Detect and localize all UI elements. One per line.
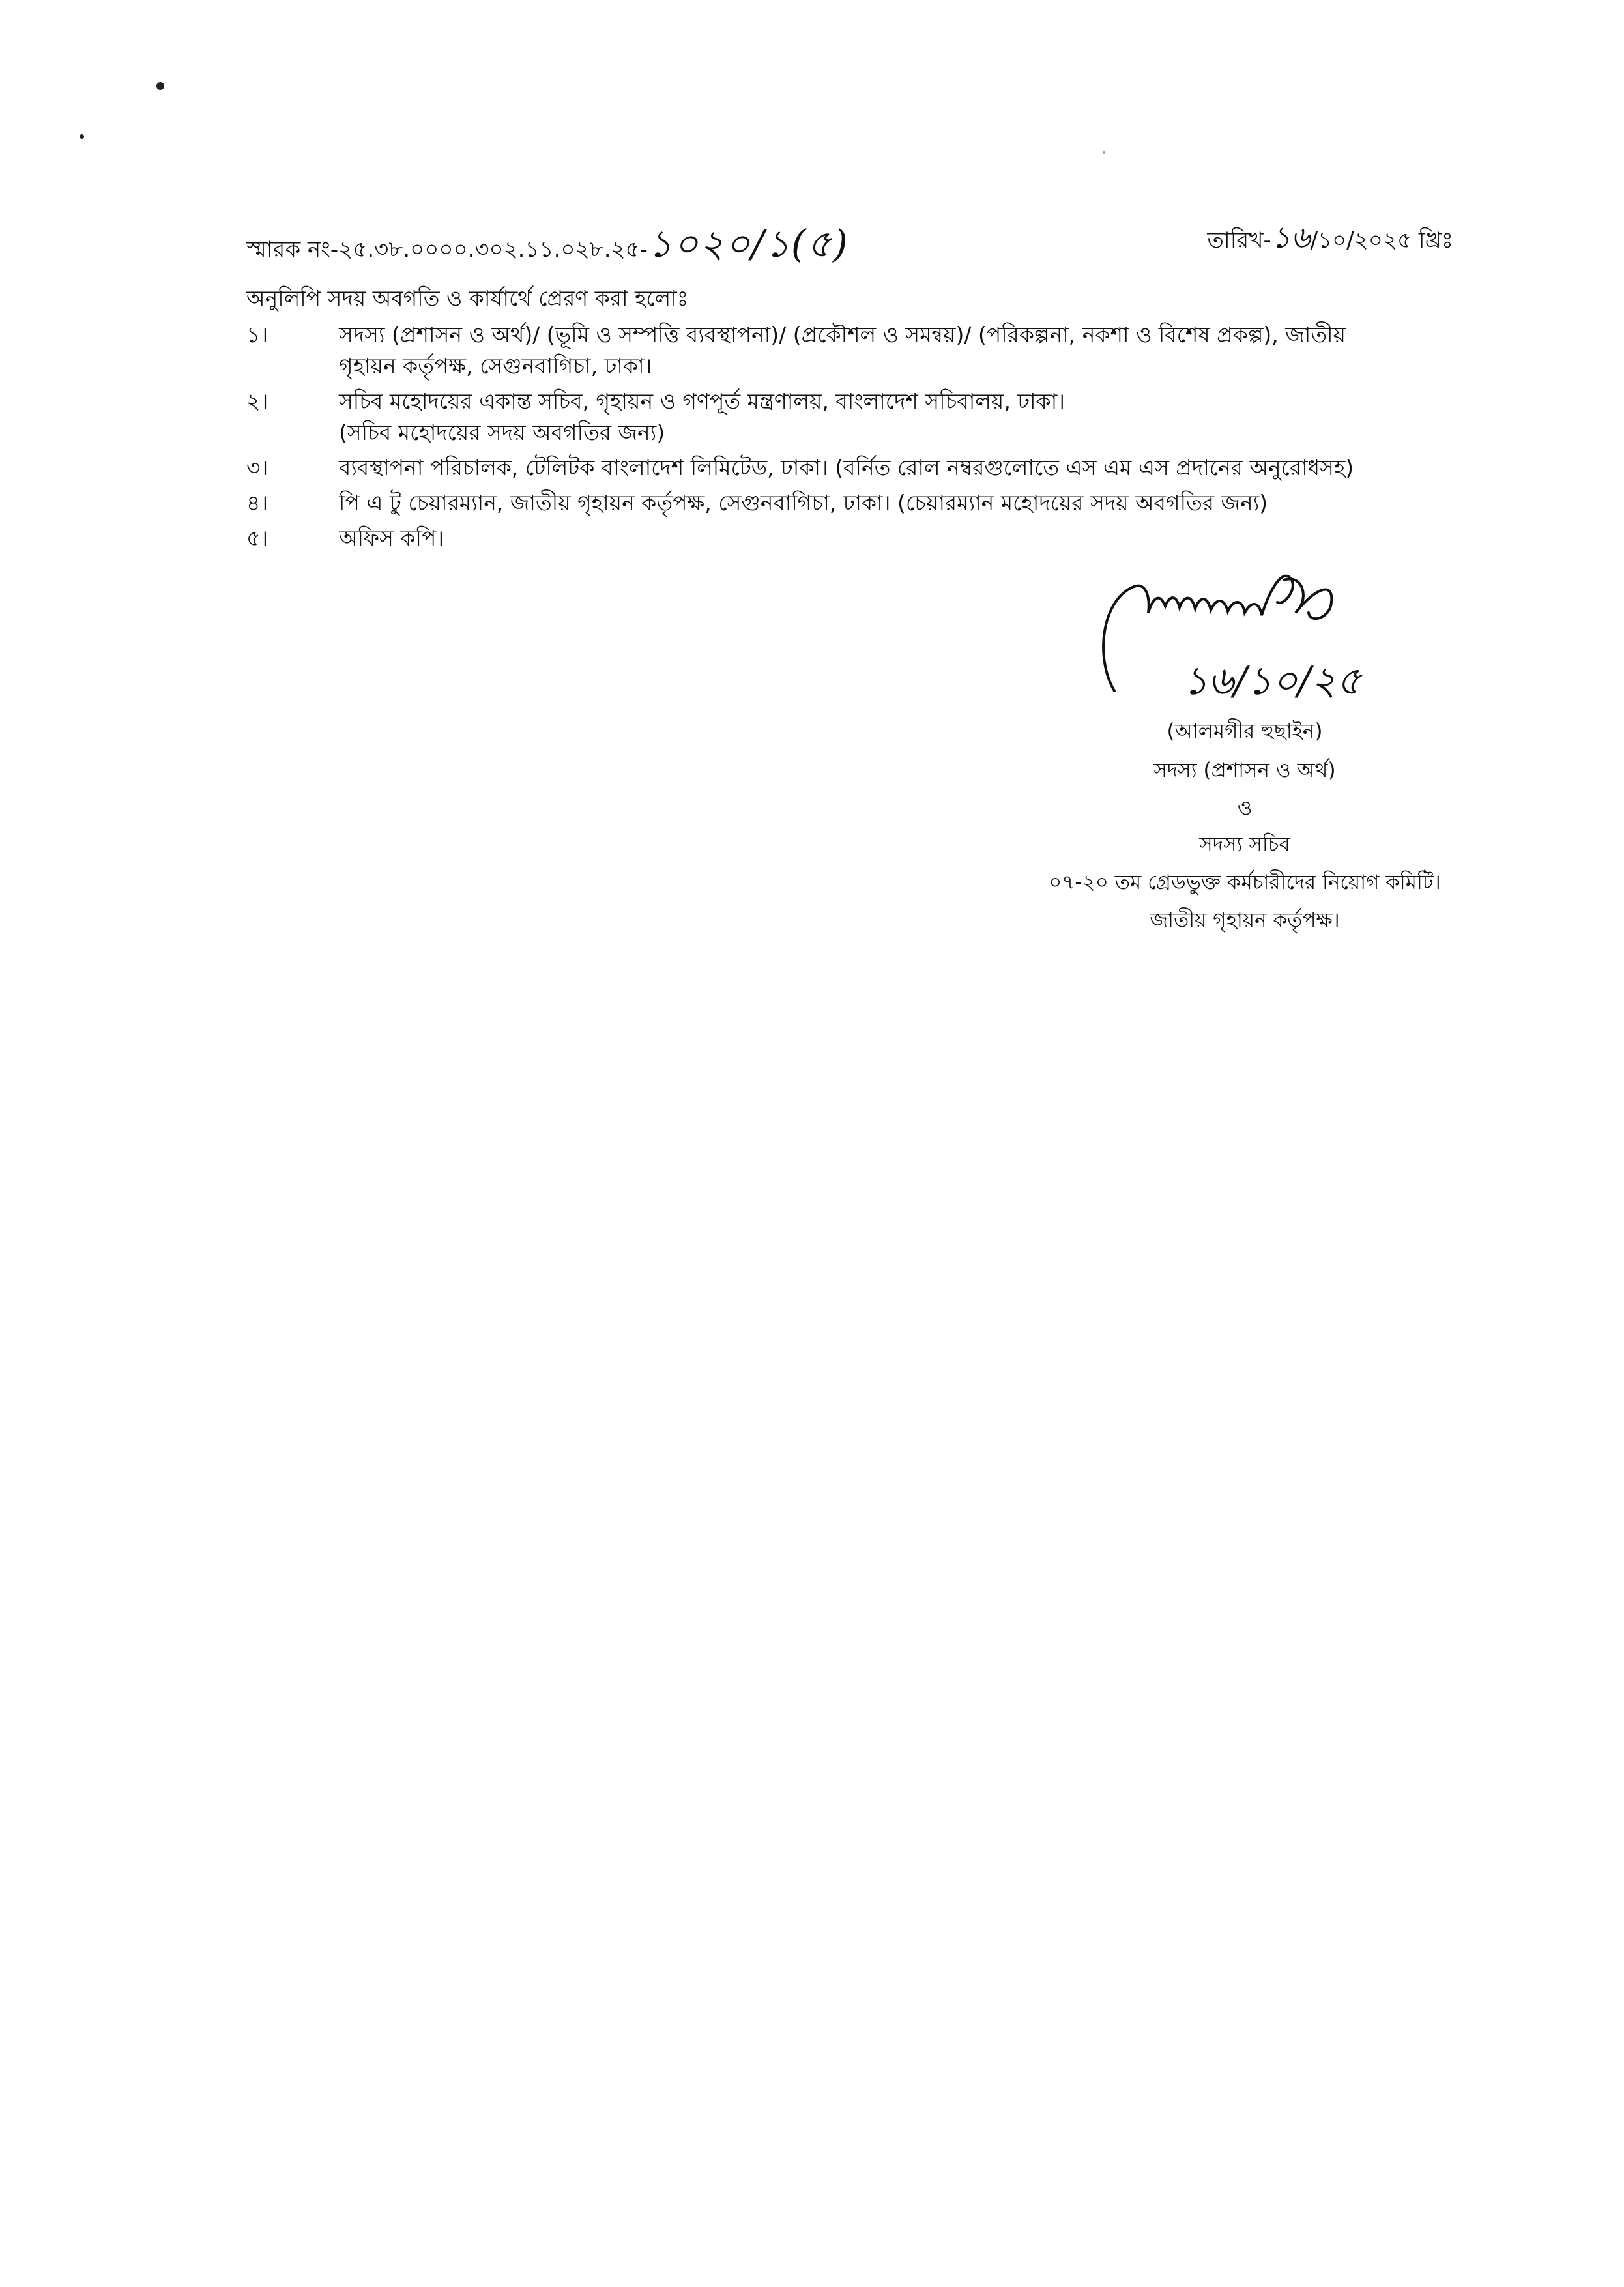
list-item-text: [339, 452, 1458, 484]
scan-speck: [156, 82, 164, 90]
copy-intro: অনুলিপি সদয় অবগতি ও কার্যার্থে প্রেরণ করা হলোঃ: [246, 285, 689, 311]
list-item-line: গৃহায়ন কর্তৃপক্ষ, সেগুনবাগিচা, ঢাকা।: [339, 353, 652, 379]
list-item-text: [339, 488, 1458, 519]
list-item-number: ১।: [246, 322, 268, 347]
list-item-number: ৪।: [246, 490, 268, 516]
list-item-number: ৫।: [246, 525, 268, 551]
list-item: [246, 523, 1458, 554]
memo-prefix: স্মারক নং-২৫.৩৮.০০০০.৩০২.১১.০২৮.২৫-: [246, 237, 648, 263]
list-item-text: [339, 319, 1458, 382]
list-item-text: [339, 386, 1458, 448]
list-item-line: (সচিব মহোদয়ের সদয় অবগতির জন্য): [339, 420, 665, 445]
scan-speck: [1103, 151, 1105, 154]
handwritten-signature-date: ১৬/১০/২৫: [1183, 658, 1362, 704]
list-item-number: ৩।: [246, 455, 268, 480]
list-item: [246, 386, 1458, 448]
scan-speck: [80, 134, 84, 139]
signatory-committee: ০৭-২০ তম গ্রেডভুক্ত কর্মচারীদের নিয়োগ কমিটি।: [1049, 871, 1441, 894]
list-item-line: সচিব মহোদয়ের একান্ত সচিব, গৃহায়ন ও গণপূর্ত মন্ত্রণালয়, বাংলাদেশ সচিবালয়, ঢাকা।: [339, 388, 1066, 414]
handwritten-date-day: ১৬: [1271, 220, 1311, 255]
list-item-number: ২।: [246, 388, 268, 414]
list-item-line: পি এ টু চেয়ারম্যান, জাতীয় গৃহায়ন কর্তৃপক্ষ, সেগুনবাগিচা, ঢাকা। (চেয়ারম্যান মহোদয়ের সদয় অবগতির জন্য): [339, 490, 1268, 516]
list-item-line: সদস্য (প্রশাসন ও অর্থ)/ (ভূমি ও সম্পত্তি ব্যবস্থাপনা)/ (প্রকৌশল ও সমন্বয়)/ (পরিকল্পনা, নকশা ও বিশেষ প্রকল্প), জাতীয়: [339, 322, 1346, 347]
list-item-line: অফিস কপি।: [339, 525, 444, 551]
memo-number: [246, 215, 849, 278]
list-item: [246, 452, 1458, 484]
memo-date: [1207, 215, 1453, 265]
date-prefix: তারিখ-: [1207, 227, 1271, 254]
signatory-designation: সদস্য (প্রশাসন ও অর্থ): [1153, 759, 1336, 782]
signatory-conjunction: ও: [1237, 796, 1253, 820]
list-item-line: ব্যবস্থাপনা পরিচালক, টেলিটক বাংলাদেশ লিমিটেড, ঢাকা। (বর্নিত রোল নম্বরগুলোতে এস এম এস প্রদানের অনুরোধসহ): [339, 455, 1354, 480]
handwritten-memo-number: ১০২০/১(৫): [647, 222, 849, 266]
handwritten-signature: [1088, 561, 1453, 717]
list-item-text: [339, 523, 1458, 554]
list-item: [246, 319, 1458, 382]
list-item: [246, 488, 1458, 519]
distribution-list: [246, 319, 1458, 558]
date-suffix: /১০/২০২৫ খ্রিঃ: [1310, 227, 1453, 254]
signatory-name: (আলমগীর হুছাইন): [1167, 720, 1323, 743]
signatory-designation-2: সদস্য সচিব: [1199, 833, 1290, 856]
signatory-organization: জাতীয় গৃহায়ন কর্তৃপক্ষ।: [1150, 909, 1340, 932]
